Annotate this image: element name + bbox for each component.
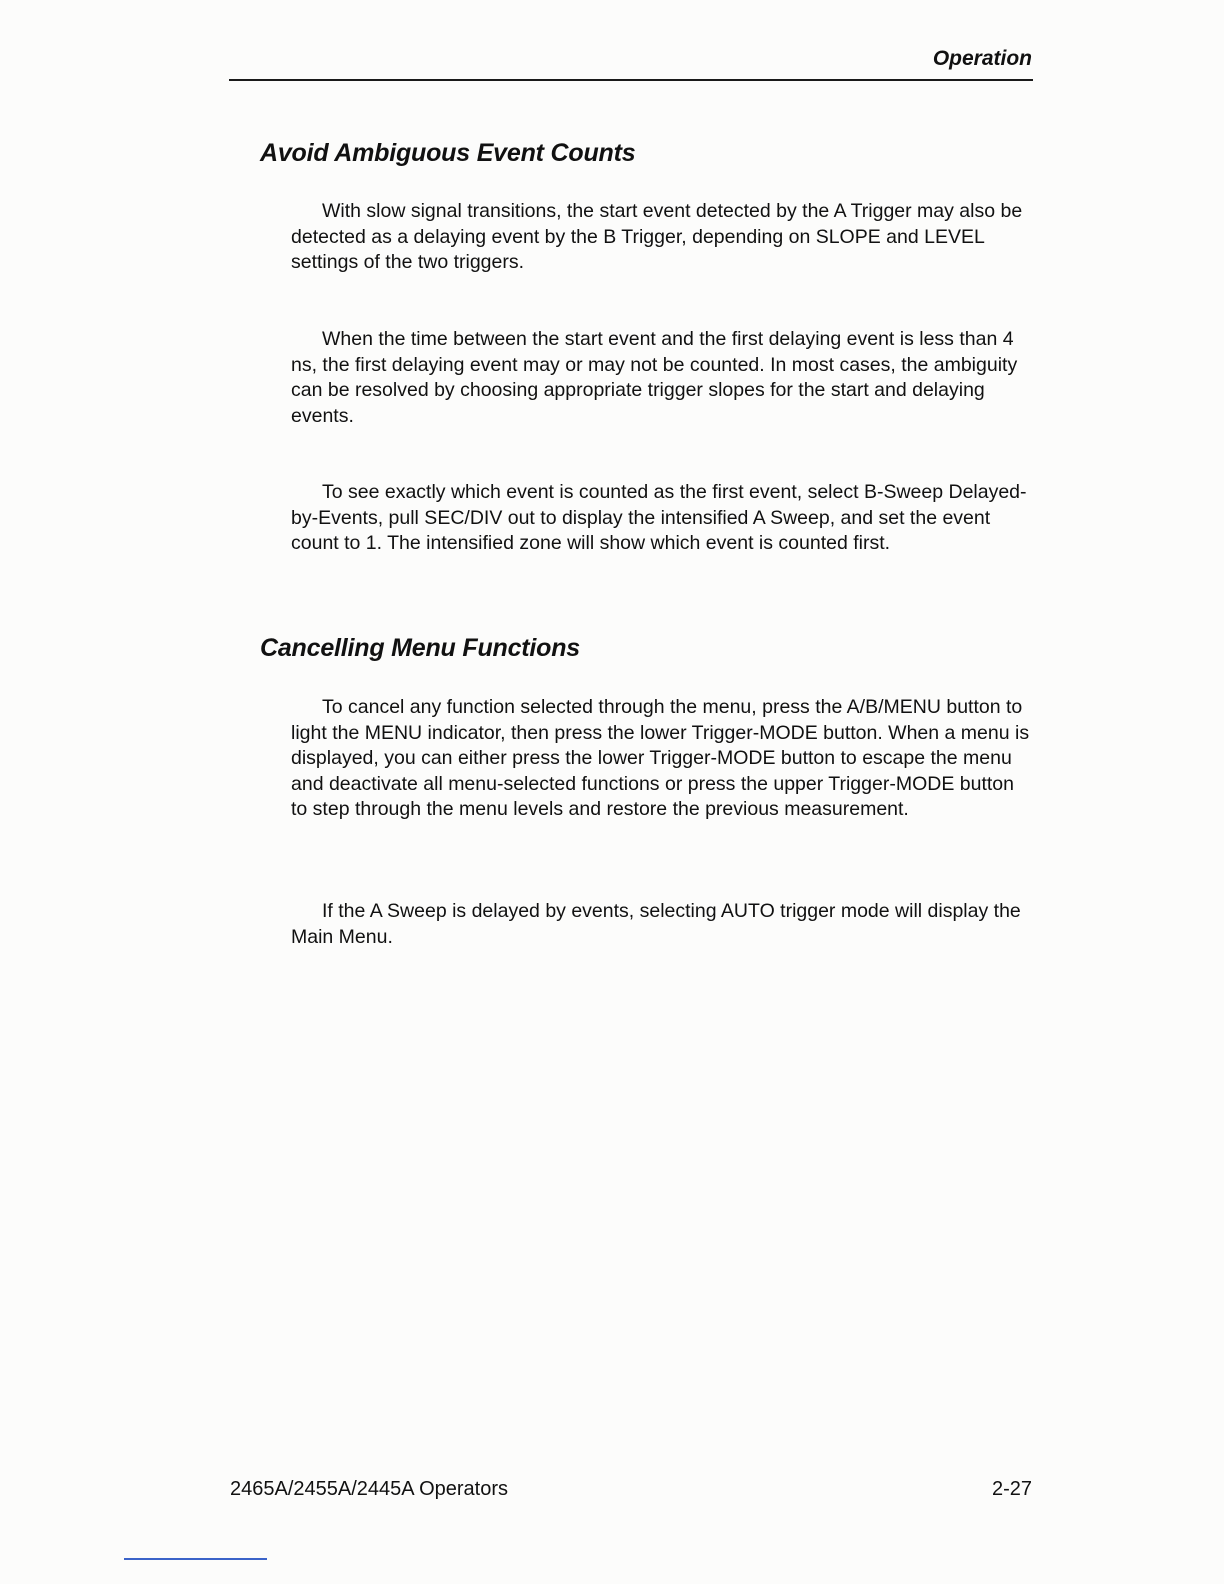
header-rule <box>229 79 1033 81</box>
section-title-cancelling-menu-functions: Cancelling Menu Functions <box>260 634 581 662</box>
footer-manual-title: 2465A/2455A/2445A Operators <box>230 1478 508 1500</box>
running-head: Operation <box>932 47 1032 70</box>
bottom-link-rule <box>124 1558 267 1560</box>
paragraph-first-delaying-event: When the time between the start event and the first delaying event is less than 4 ns, the first delaying event may or may not be counted. In most cases, the ambiguity can be resolved by choosing appropriate trigger slopes for the start and delaying events. <box>291 328 1018 427</box>
footer-page-number: 2-27 <box>991 1478 1032 1500</box>
paragraph-slow-transitions: With slow signal transitions, the start event detected by the A Trigger may also be detected as a delaying event by the B Trigger, depending on SLOPE and LEVEL settings of the two triggers. <box>291 200 1023 274</box>
paragraph-auto-trigger-mode: If the A Sweep is delayed by events, selecting AUTO trigger mode will display the Main Menu. <box>291 900 1021 948</box>
paragraph-see-first-event: To see exactly which event is counted as the first event, select B-Sweep Delayed-by-Events, pull SEC/DIV out to display the intensified A Sweep, and set the event count to 1. The intensified zone will show which event is counted first. <box>291 481 1027 555</box>
paragraph-cancel-function: To cancel any function selected through the menu, press the A/B/MENU button to light the MENU indicator, then press the lower Trigger-MODE button. When a menu is displayed, you can either press the lower Trigger-MODE button to escape the menu and deactivate all menu-selected functions or press the upper Trigger-MODE button to step through the menu levels and restore the previous measurement. <box>291 696 1030 821</box>
section-title-ambiguous-event-counts: Avoid Ambiguous Event Counts <box>260 139 636 167</box>
